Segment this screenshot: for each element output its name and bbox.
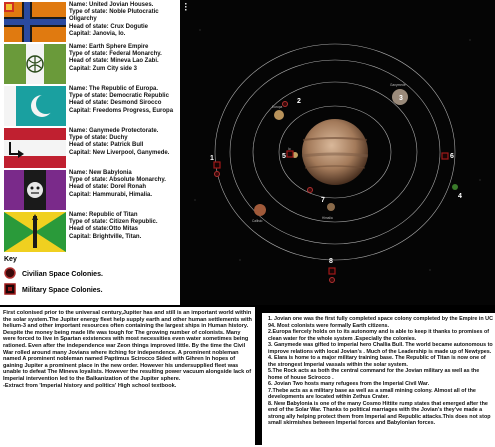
- earth-sphere-flag: [4, 44, 66, 84]
- planet-label: Callisto: [252, 219, 263, 223]
- faction-entry: [2, 128, 180, 168]
- faction-type: Type of state: Democratic Republic: [69, 93, 169, 100]
- faction-capital: Capital: New Liverpool, Ganymede.: [69, 149, 170, 156]
- faction-head: Head of state:Otto Mitas: [69, 226, 139, 233]
- civilian-colony-icon: [330, 278, 335, 283]
- ganymede-flag: [4, 128, 66, 168]
- legend-civilian: [4, 267, 103, 281]
- map-label-1: 1: [210, 155, 214, 162]
- faction-info: [69, 44, 181, 73]
- faction-entry: [2, 2, 180, 42]
- faction-name: Name: New Babylonia: [69, 170, 132, 176]
- jovian-houses-flag: [4, 2, 66, 42]
- map-label-7: 7: [321, 197, 325, 204]
- faction-type: Type of state: Duchy: [69, 135, 128, 142]
- note-item: 1. Jovian one was the first fully completed space colony completed by the Empire in UC 94. Most colonists were formally Earth citizens.: [268, 316, 493, 329]
- legend-military: [4, 283, 103, 297]
- planet-label: Io: [288, 147, 291, 151]
- map-canvas: [180, 0, 495, 305]
- faction-entry: [2, 86, 180, 126]
- faction-capital: Capital: Janovia, Io.: [69, 30, 126, 37]
- faction-type: Type of state: Citizen Republic.: [69, 219, 158, 226]
- faction-panel: [0, 0, 180, 305]
- faction-head: Head of state: Patrick Bull: [69, 142, 144, 149]
- planet-label: Himalia: [322, 216, 333, 220]
- military-colony-icon: [4, 283, 16, 297]
- notes-panel: [262, 313, 495, 445]
- history-text: First colonised prior to the universal century,Jupiter has and still is an important world within the solar system.The Jupiter energy fleet help supply earth and other human settlements with helium-3 and other important resources often containing the largest ships in Human history. Despite the money being made life was tough for The growing number of colonists. Many were forced to live in Spartan existences with most necessities even water sometimes being rationed. Even after the independence war Zeon things improved little. By the time the Civil War rolled around many Jovians where itching for independence. A prominent nobleman named A prominent nobleman named Paptimus Scirocco Sided with Gihren In hopes of gaining Jupiter a prominent place in the new order. However his undersupplied fleet was unable to defeat The Mineva loyalists. However the resulting power vacuum alongside lack of Imperial intervention led to the Balkanization of the Jupiter sphere. -Extract from 'Imperial history and politics' High school textbook.: [3, 310, 252, 389]
- faction-head: Head of state: Dorel Ronah: [69, 184, 147, 191]
- note-item: 7.Thebe acts as a military base as well as a small mining colony. Almost all of the developments are located within Zethus Crater.: [268, 387, 476, 400]
- note-item: 6. Jovian Two hosts many refugees from the Imperial Civil War.: [268, 381, 430, 387]
- faction-entry: [2, 44, 180, 84]
- callisto-moon: [254, 204, 266, 216]
- jupiter-planet: [302, 119, 368, 185]
- menu-dots-icon[interactable]: [185, 3, 187, 11]
- military-colony-icon: [442, 153, 448, 159]
- planet-label: Ganymede: [390, 83, 406, 87]
- faction-head: Head of state: Desmond Sirocco: [69, 100, 162, 107]
- military-colony-icon: [329, 268, 335, 274]
- jupiter-system-map: [180, 0, 495, 305]
- map-label-3: 3: [399, 95, 403, 102]
- notes-list: [268, 316, 493, 427]
- faction-entry: [2, 170, 180, 210]
- titan-moon: [452, 184, 458, 190]
- faction-name: Name: Republic of Titan: [69, 212, 138, 218]
- divider-bar: [255, 305, 495, 313]
- civilian-colony-icon: [308, 188, 313, 193]
- history-panel: [0, 305, 255, 447]
- faction-capital: Capital: Freedoms Progress, Europa: [69, 107, 174, 114]
- europa-flag: [4, 86, 66, 126]
- military-colony-icon: [287, 151, 293, 157]
- planet-label: Europa: [272, 105, 283, 109]
- faction-capital: Capital: Zum City side 3: [69, 65, 138, 72]
- faction-capital: Capital: Brightville, Titan.: [69, 233, 142, 240]
- faction-info: [69, 128, 181, 157]
- new-babylonia-flag: [4, 170, 66, 210]
- faction-type: Type of state: Noble Plutocratic Oligarchy: [69, 9, 159, 23]
- map-label-5: 5: [282, 153, 286, 160]
- legend-title: Key: [4, 256, 17, 263]
- legend-military-label: Military Space Colonies.: [22, 286, 103, 294]
- faction-name: Name: The Republic of Europa.: [69, 86, 159, 92]
- map-label-8: 8: [329, 258, 333, 265]
- note-item: 8. New Babylonia is one of the many Cosmo Hittite rump states that emerged after the end of the Solar War. Thanks to political marriages with the Jovian's they've made a strong ally helping protect them from Imperial and Republic attacks.This does not stop small skirmishes between Imperial forces and Babylonian forces.: [268, 400, 491, 426]
- note-item: 2.Europa fiercely holds on to its autonomy and is able to keep it thanks to promises of clean water for the whole system .Especially the colonies.: [268, 329, 490, 342]
- map-label-2: 2: [297, 98, 301, 105]
- note-item: 3. Ganymede was gifted to imperial hero Challia Bull. The world became autonomous to improve relations with local Jovian's . Much of the Leadership is made up of Newtypes.: [268, 342, 493, 355]
- faction-head: Head of state: Crux Dogutie: [69, 23, 149, 30]
- legend: [0, 256, 180, 304]
- faction-name: Name: Earth Sphere Empire: [69, 44, 149, 50]
- faction-info: [69, 212, 181, 241]
- faction-info: [69, 2, 181, 38]
- civilian-colony-icon: [283, 102, 288, 107]
- divider-bar: [255, 305, 262, 445]
- faction-info: [69, 86, 181, 115]
- military-colony-icon: [214, 162, 220, 168]
- civilian-colony-icon: [215, 172, 220, 177]
- faction-name: Name: United Jovian Houses.: [69, 2, 154, 8]
- faction-head: Head of state: Mineva Lao Zabi.: [69, 58, 159, 65]
- faction-entry: [2, 212, 180, 252]
- map-label-6: 6: [450, 153, 454, 160]
- note-item: 4. Elara is home to a major military training base. The Republic of Titan is now one of the strongest Imperial vassals within the solar system.: [268, 355, 486, 368]
- himalia-moon: [327, 203, 335, 211]
- civilian-colony-icon: [4, 267, 16, 281]
- note-item: 5.The Rock acts as both the central command for the Jovian military as well as the home of house Scirocco .: [268, 368, 480, 381]
- europa-moon: [274, 110, 284, 120]
- faction-info: [69, 170, 181, 199]
- faction-name: Name: Ganymede Protectorate.: [69, 128, 159, 134]
- titan-flag: [4, 212, 66, 252]
- faction-type: Type of state: Federal Monarchy.: [69, 51, 162, 58]
- map-label-4: 4: [458, 193, 462, 200]
- faction-type: Type of state: Absolute Monarchy.: [69, 177, 166, 184]
- faction-capital: Capital: Hammurabi, Himalia.: [69, 191, 153, 198]
- legend-civilian-label: Civilian Space Colonies.: [22, 270, 103, 278]
